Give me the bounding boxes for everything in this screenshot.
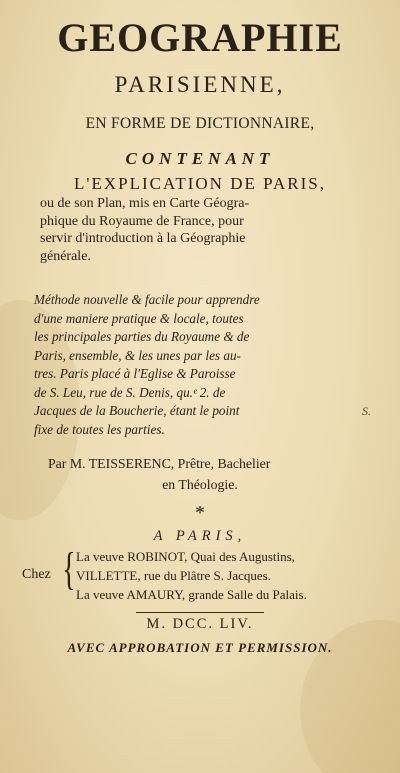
- description-line: phique du Royaume de France, pour: [40, 213, 244, 229]
- method-line: d'une maniere pratique & locale, toutes: [34, 310, 244, 326]
- author-line: Par M. TEISSERENC, Prêtre, Bachelier: [48, 456, 271, 471]
- method-line: tres. Paris placé à l'Eglise & Paroisse: [34, 366, 236, 381]
- method-line: Jacques de la Boucherie, étant le point: [34, 403, 240, 418]
- description-line: ou de son Plan, mis en Carte Géogra-: [40, 196, 250, 211]
- bookseller-address: La veuve AMAURY, grande Salle du Palais.: [76, 587, 307, 602]
- approbation-line: AVEC APPROBATION ET PERMISSION.: [67, 640, 333, 655]
- book-subtitle-form: EN FORME DE DICTIONNAIRE,: [85, 115, 315, 132]
- method-line: de S. Leu, rue de S. Denis, qu.ᵉ 2. de: [34, 384, 226, 400]
- imprint-place: A PARIS,: [153, 528, 247, 544]
- explication-heading: L'EXPLICATION DE PARIS,: [74, 174, 326, 193]
- contenant-heading: CONTENANT: [125, 149, 275, 168]
- brace-icon: {: [62, 543, 76, 594]
- publication-date: M. DCC. LIV.: [146, 616, 254, 632]
- divider-rule: [136, 612, 264, 613]
- chez-label: Chez: [22, 567, 51, 582]
- bookseller-address: La veuve ROBINOT, Quai des Augustins,: [76, 549, 295, 564]
- description-line: servir d'introduction à la Géographie: [40, 231, 246, 246]
- ornament-asterisk: *: [195, 502, 205, 524]
- author-degree: en Théologie.: [162, 477, 238, 492]
- method-line: Méthode nouvelle & facile pour apprendre: [34, 292, 260, 307]
- handwritten-margin-note: S.: [362, 404, 371, 418]
- description-line: générale.: [40, 248, 91, 264]
- book-title: GEOGRAPHIE: [57, 15, 343, 60]
- method-line: Paris, ensemble, & les unes par les au-: [34, 347, 241, 363]
- method-line: les principales parties du Royaume & de: [34, 329, 250, 344]
- book-subtitle: PARISIENNE,: [114, 72, 286, 97]
- method-paragraph: [34, 291, 369, 439]
- method-line: fixe de toutes les parties.: [34, 421, 165, 437]
- description-paragraph: [40, 195, 360, 265]
- bookseller-address: VILLETTE, rue du Plâtre S. Jacques.: [76, 568, 271, 583]
